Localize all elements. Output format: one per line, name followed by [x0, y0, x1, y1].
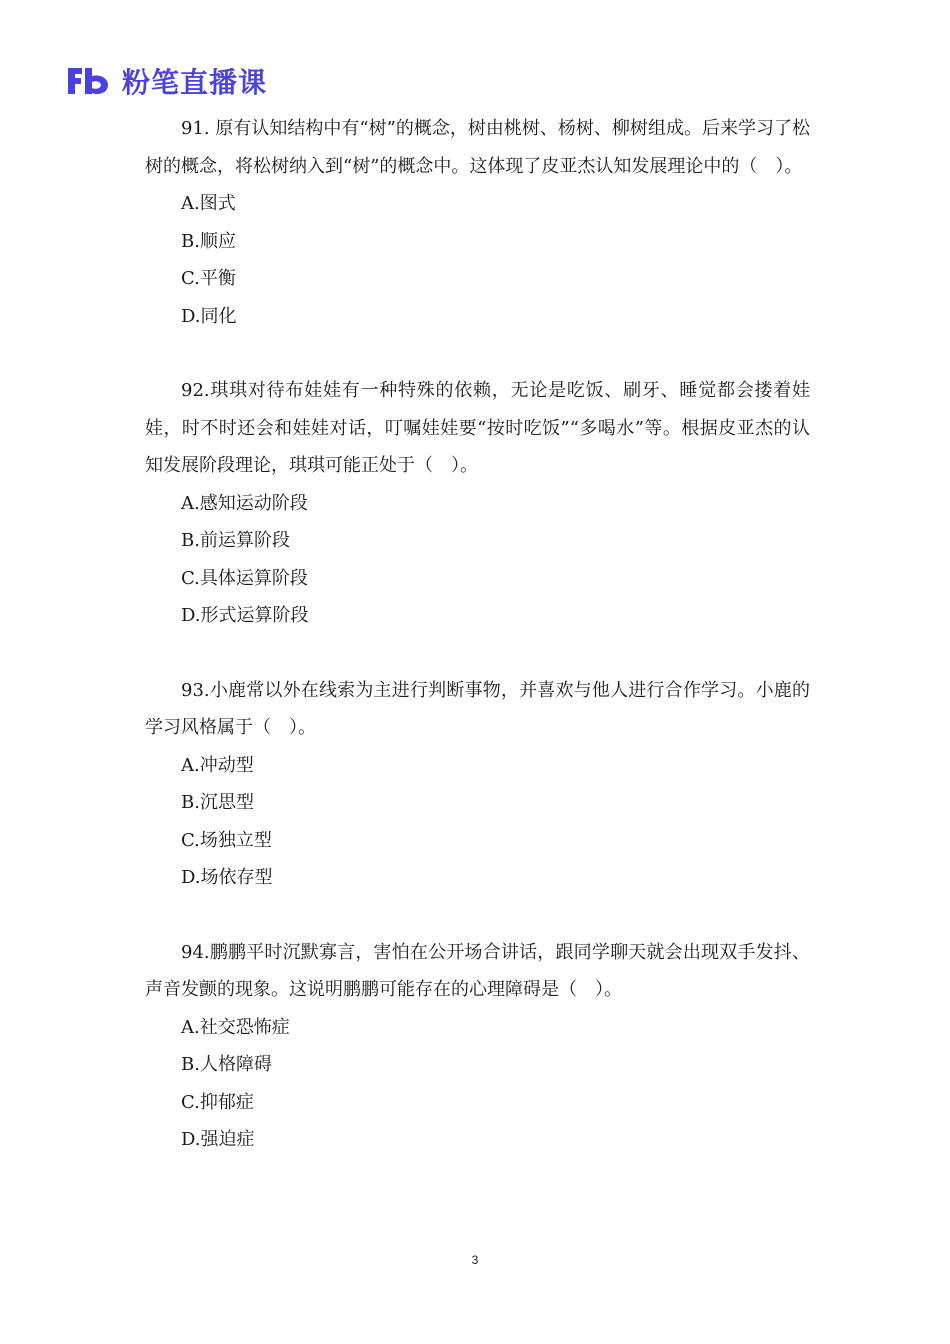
option-b: B.顺应 [181, 230, 236, 252]
question-93 [145, 672, 810, 897]
brand-name: 粉笔直播课 [122, 66, 268, 99]
question-stem: 94.鹏鹏平时沉默寡言，害怕在公开场合讲话，跟同学聊天就会出现双手发抖、声音发颤的现象。这说明鹏鹏可能存在的心理障碍是（ ）。 [145, 941, 810, 1000]
fb-logo-icon [66, 66, 110, 96]
option-a: A.图式 [181, 193, 236, 214]
option-a: A.感知运动阶段 [181, 492, 308, 514]
question-91 [145, 110, 810, 335]
option-d: D.同化 [181, 305, 237, 327]
option-b: B.前运算阶段 [181, 530, 290, 551]
question-stem: 93.小鹿常以外在线索为主进行判断事物，并喜欢与他人进行合作学习。小鹿的学习风格属于（ ）。 [145, 679, 810, 738]
option-c: C.场独立型 [181, 829, 272, 851]
option-a: A.冲动型 [181, 754, 254, 776]
question-92 [145, 372, 810, 635]
option-a: A.社交恐怖症 [181, 1016, 290, 1038]
option-c: C.具体运算阶段 [181, 567, 308, 589]
option-c: C.抑郁症 [181, 1091, 254, 1113]
option-b: B.人格障碍 [181, 1054, 272, 1075]
option-d: D.强迫症 [181, 1129, 255, 1150]
brand-logo [66, 64, 267, 98]
option-d: D.场依存型 [181, 867, 273, 888]
question-list [145, 110, 810, 1196]
option-c: C.平衡 [181, 268, 236, 289]
question-stem: 92.琪琪对待布娃娃有一种特殊的依赖，无论是吃饭、刷牙、睡觉都会搂着娃娃，时不时还会和娃娃对话，叮嘱娃娃要“按时吃饭”“多喝水”等。根据皮亚杰的认知发展阶段理论，琪琪可能正处于（ ）。 [145, 380, 810, 476]
question-stem: 91. 原有认知结构中有“树”的概念，树由桃树、杨树、柳树组成。后来学习了松树的概念，将松树纳入到“树”的概念中。这体现了皮亚杰认知发展理论中的（ ）。 [145, 118, 810, 177]
option-b: B.沉思型 [181, 792, 254, 813]
page-number: 3 [471, 1253, 479, 1267]
option-d: D.形式运算阶段 [181, 605, 309, 626]
question-94 [145, 934, 810, 1159]
